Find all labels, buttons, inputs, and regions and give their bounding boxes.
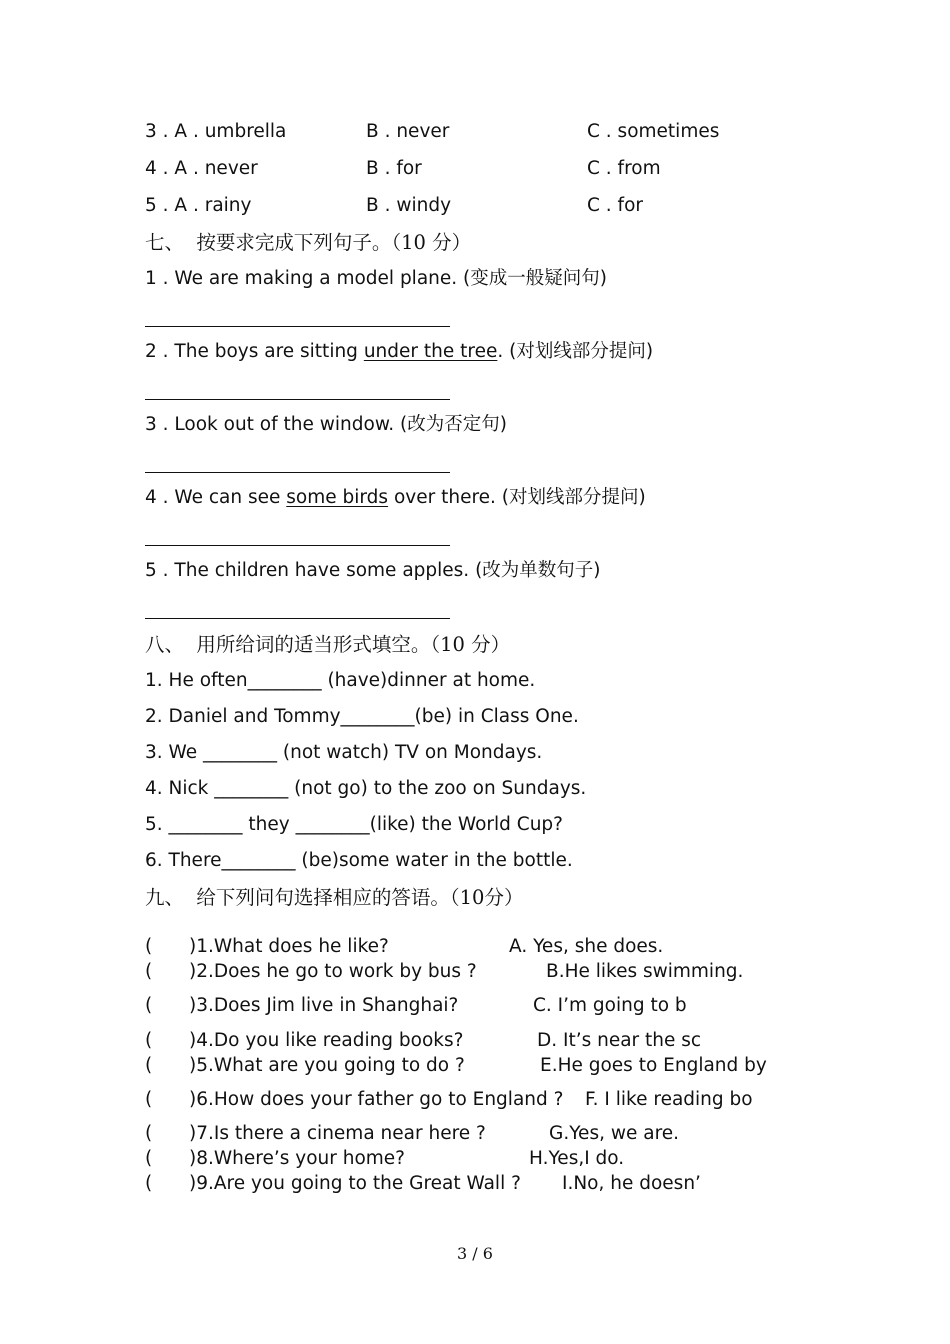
answer-blank[interactable]	[145, 399, 450, 400]
s7-question-4	[145, 486, 646, 510]
s7-q2-note: . (对划线部分提问)	[497, 341, 654, 362]
s9-answer: F. I like reading bo	[585, 1089, 753, 1110]
section-9-title: 九、 给下列问句选择相应的答语。（10分）	[145, 886, 524, 909]
answer-paren[interactable]: (	[145, 995, 153, 1016]
answer-paren[interactable]: (	[145, 1123, 153, 1144]
s7-q4-text: 4 . We can see	[145, 487, 287, 508]
s9-answer: H.Yes,I do.	[529, 1148, 625, 1169]
answer-paren[interactable]: (	[145, 1089, 153, 1110]
answer-paren[interactable]: (	[145, 936, 153, 957]
option-row-4-c: C . from	[587, 158, 661, 179]
s9-question: )9.Are you going to the Great Wall ?	[189, 1173, 521, 1194]
section-8-title: 八、 用所给词的适当形式填空。（10 分）	[145, 633, 511, 656]
answer-blank[interactable]	[145, 326, 450, 327]
s8-item: 6. There________ (be)some water in the bottle.	[145, 850, 573, 871]
s8-item: 3. We ________ (not watch) TV on Mondays.	[145, 742, 543, 763]
option-row-3-c: C . sometimes	[587, 121, 720, 142]
s9-answer: G.Yes, we are.	[549, 1123, 680, 1144]
s7-question-1: 1 . We are making a model plane. (变成一般疑问句)	[145, 268, 607, 289]
option-row-5-c: C . for	[587, 195, 643, 216]
s7-question-3: 3 . Look out of the window. (改为否定句)	[145, 414, 507, 435]
s8-item: 2. Daniel and Tommy________(be) in Class One.	[145, 706, 579, 727]
option-row-3-a: 3 . A . umbrella	[145, 121, 287, 142]
answer-paren[interactable]: (	[145, 961, 153, 982]
s7-q4-note: over there. (对划线部分提问)	[388, 487, 646, 508]
answer-paren[interactable]: (	[145, 1173, 153, 1194]
answer-paren[interactable]: (	[145, 1030, 153, 1051]
page-number: 3 / 6	[457, 1244, 493, 1263]
s9-question: )4.Do you like reading books?	[189, 1030, 464, 1051]
s8-item: 4. Nick ________ (not go) to the zoo on Sundays.	[145, 778, 587, 799]
s9-question: )1.What does he like?	[189, 936, 389, 957]
s9-answer: I.No, he doesn’	[562, 1173, 701, 1194]
s9-question: )3.Does Jim live in Shanghai?	[189, 995, 459, 1016]
option-row-3-b: B . never	[366, 121, 450, 142]
s7-question-5: 5 . The children have some apples. (改为单数句子)	[145, 560, 601, 581]
s7-question-2	[145, 340, 653, 364]
section-7-title: 七、 按要求完成下列句子。（10 分）	[145, 231, 472, 254]
s9-answer: D. It’s near the sc	[537, 1030, 702, 1051]
s9-question: )7.Is there a cinema near here ?	[189, 1123, 486, 1144]
underlined-phrase: under the tree	[363, 341, 498, 362]
s9-answer: B.He likes swimming.	[546, 961, 744, 982]
underlined-phrase: some birds	[286, 487, 389, 508]
option-row-5-a: 5 . A . rainy	[145, 195, 252, 216]
s9-question: )8.Where’s your home?	[189, 1148, 405, 1169]
answer-blank[interactable]	[145, 472, 450, 473]
s8-item: 5. ________ they ________(like) the World Cup?	[145, 814, 563, 835]
s9-answer: A. Yes, she does.	[509, 936, 664, 957]
option-row-4-a: 4 . A . never	[145, 158, 258, 179]
s9-question: )2.Does he go to work by bus ?	[189, 961, 477, 982]
answer-blank[interactable]	[145, 545, 450, 546]
s7-q2-text: 2 . The boys are sitting	[145, 341, 364, 362]
answer-paren[interactable]: (	[145, 1148, 153, 1169]
answer-paren[interactable]: (	[145, 1055, 153, 1076]
option-row-4-b: B . for	[366, 158, 422, 179]
s9-question: )5.What are you going to do ?	[189, 1055, 465, 1076]
s9-answer: E.He goes to England by	[540, 1055, 767, 1076]
s9-question: )6.How does your father go to England ?	[189, 1089, 564, 1110]
s9-answer: C. I’m going to b	[533, 995, 687, 1016]
option-row-5-b: B . windy	[366, 195, 452, 216]
answer-blank[interactable]	[145, 618, 450, 619]
s8-item: 1. He often________ (have)dinner at home.	[145, 670, 536, 691]
